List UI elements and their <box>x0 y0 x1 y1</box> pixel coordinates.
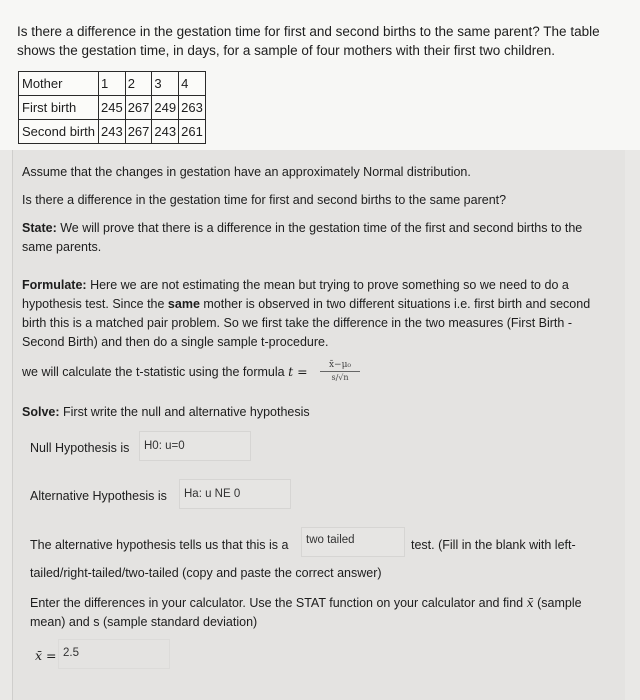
table-cell: 249 <box>152 96 179 120</box>
formulate-same: same <box>167 297 200 311</box>
gestation-table <box>18 71 206 144</box>
assume-text: Assume that the changes in gestation have an approximately Normal distribution. <box>22 165 471 179</box>
calc-sentence: we will calculate the t-statistic using the formula <box>22 365 289 379</box>
table-cell: 263 <box>179 96 206 120</box>
formula-denominator: s/√n <box>331 373 349 382</box>
table-cell: First birth <box>19 96 99 120</box>
formula-numerator: x̄−μ₀ <box>320 360 360 372</box>
tails-input[interactable]: two tailed <box>301 527 405 557</box>
formulate-text-1: Here we are not estimating the mean but trying to prove something so we need to do a hypothesis test. Since the <box>22 278 569 311</box>
table-cell: Mother <box>19 72 99 96</box>
table-cell: 245 <box>99 96 126 120</box>
table-cell: 4 <box>179 72 206 96</box>
t-formula <box>320 360 360 382</box>
solve-paragraph <box>22 403 612 422</box>
table-cell: 267 <box>125 96 152 120</box>
tails-instruction: tailed/right-tailed/two-tailed (copy and paste the correct answer) <box>30 566 382 580</box>
mean-symbol: x̄ = <box>35 648 57 663</box>
table-header-row <box>19 72 206 96</box>
alt-hypothesis-label: Alternative Hypothesis is <box>30 489 167 503</box>
solve-text: First write the null and alternative hypothesis <box>59 405 310 419</box>
tails-before-text: The alternative hypothesis tells us that this is a <box>30 538 289 552</box>
question-text: Is there a difference in the gestation time for first and second births to the same parent? <box>22 193 507 207</box>
table-cell: 2 <box>125 72 152 96</box>
question-header <box>0 0 640 150</box>
table-row <box>19 96 206 120</box>
state-paragraph <box>22 219 612 257</box>
table-cell: 243 <box>99 120 126 144</box>
table-cell: 267 <box>125 120 152 144</box>
enter-text-2: (sample mean) and s (sample standard deviation) <box>30 596 582 629</box>
intro-text: Is there a difference in the gestation time for first and second births to the same parent? The table shows the gestation time, in days, for a sample of four mothers with their first two children. <box>17 24 600 58</box>
state-label: State: <box>22 221 57 235</box>
xbar-symbol: x̄ <box>526 595 534 610</box>
state-text: We will prove that there is a difference in the gestation time of the first and second births to the same parents. <box>22 221 583 254</box>
table-cell: 3 <box>152 72 179 96</box>
alt-hypothesis-input[interactable]: Ha: u NE 0 <box>179 479 291 509</box>
table-cell: 1 <box>99 72 126 96</box>
null-hypothesis-label: Null Hypothesis is <box>30 441 130 455</box>
formulate-text-2: mother is observed in two different situations i.e. first birth and second birth this is a matched pair problem. So we first take the difference in the two measures (First Birth - Second Birth) and then do a single sample t-procedure. <box>22 297 591 349</box>
table-row <box>19 120 206 144</box>
solve-label: Solve: <box>22 405 60 419</box>
null-hypothesis-input[interactable]: H0: u=0 <box>139 431 251 461</box>
enter-instruction <box>30 593 610 632</box>
t-equals: t = <box>288 364 308 379</box>
enter-text: Enter the differences in your calculator. Use the STAT function on your calculator and find <box>30 596 527 610</box>
mean-input[interactable]: 2.5 <box>58 639 170 669</box>
table-cell: 243 <box>152 120 179 144</box>
formulate-paragraph <box>22 276 612 352</box>
tails-after-text: test. (Fill in the blank with left- <box>411 538 576 552</box>
table-cell: 261 <box>179 120 206 144</box>
formulate-label: Formulate: <box>22 278 87 292</box>
mean-row <box>35 646 57 666</box>
calc-text <box>22 362 332 382</box>
table-cell: Second birth <box>19 120 99 144</box>
